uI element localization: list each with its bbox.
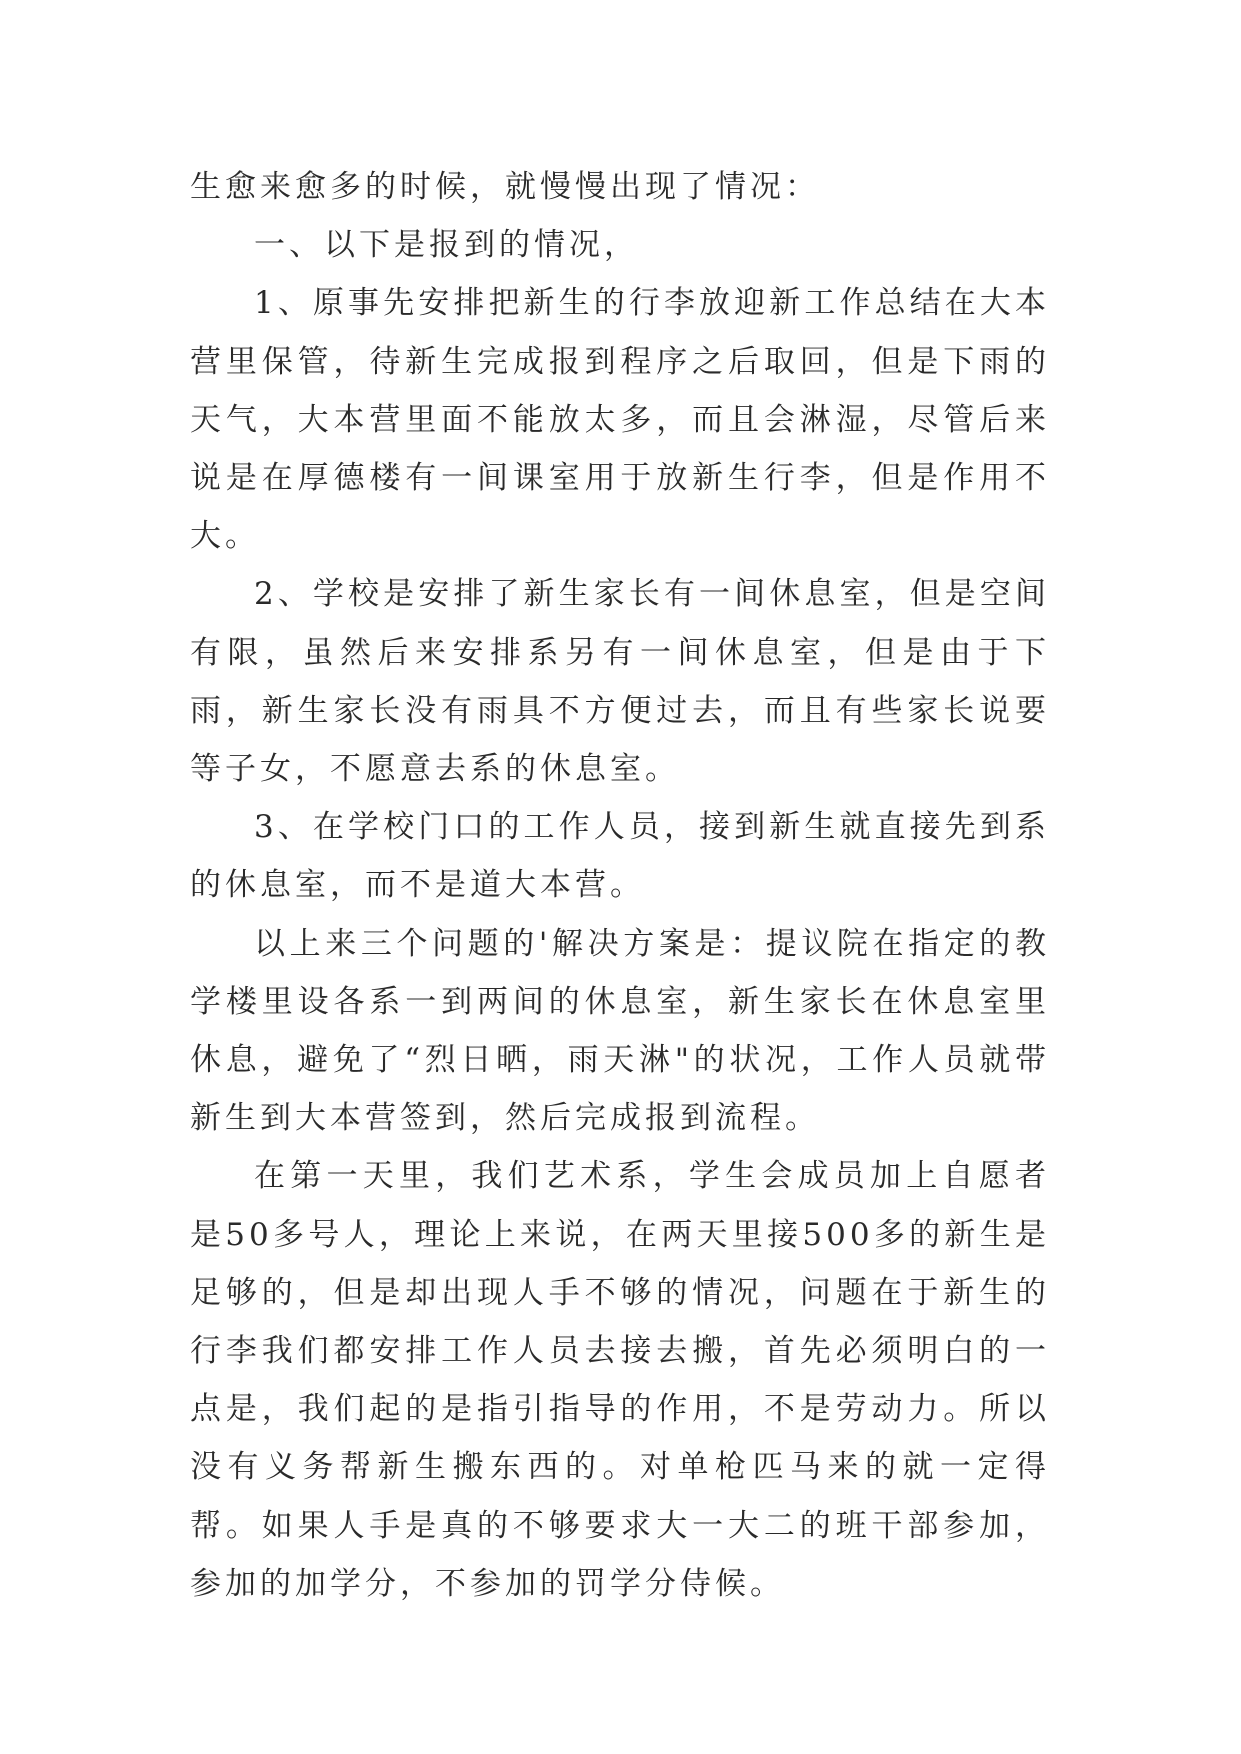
paragraph-item-3: 3、在学校门口的工作人员，接到新生就直接先到系的休息室，而不是道大本营。 — [190, 809, 1050, 904]
document-body — [190, 158, 1050, 1613]
paragraph-continuation: 生愈来愈多的时候，就慢慢出现了情况： — [190, 169, 820, 205]
paragraph-item-1: 1、原事先安排把新生的行李放迎新工作总结在大本营里保管，待新生完成报到程序之后取回，但是下雨的天气，大本营里面不能放太多，而且会淋湿，尽管后来说是在厚德楼有一间课室用于放新生行李，但是作用不大。 — [190, 285, 1050, 555]
paragraph-item-2: 2、学校是安排了新生家长有一间休息室，但是空间有限，虽然后来安排系另有一间休息室，但是由于下雨，新生家长没有雨具不方便过去，而且有些家长说要等子女，不愿意去系的休息室。 — [190, 576, 1050, 788]
paragraph-section-heading: 一、以下是报到的情况， — [254, 227, 639, 264]
paragraph-solution: 以上来三个问题的'解决方案是：提议院在指定的教学楼里设各系一到两间的休息室，新生家长在休息室里休息，避免了“烈日晒，雨天淋"的状况，工作人员就带新生到大本营签到，然后完成报到流程。 — [190, 925, 1050, 1137]
paragraph-first-day: 在第一天里，我们艺术系，学生会成员加上自愿者是50多号人，理论上来说，在两天里接500多的新生是足够的，但是却出现人手不够的情况，问题在于新生的行李我们都安排工作人员去接去搬，首先必须明白的一点是，我们起的是指引指导的作用，不是劳动力。所以没有义务帮新生搬东西的。对单枪匹马来的就一定得帮。如果人手是真的不够要求大一大二的班干部参加，参加的加学分，不参加的罚学分侍候。 — [190, 1158, 1050, 1602]
